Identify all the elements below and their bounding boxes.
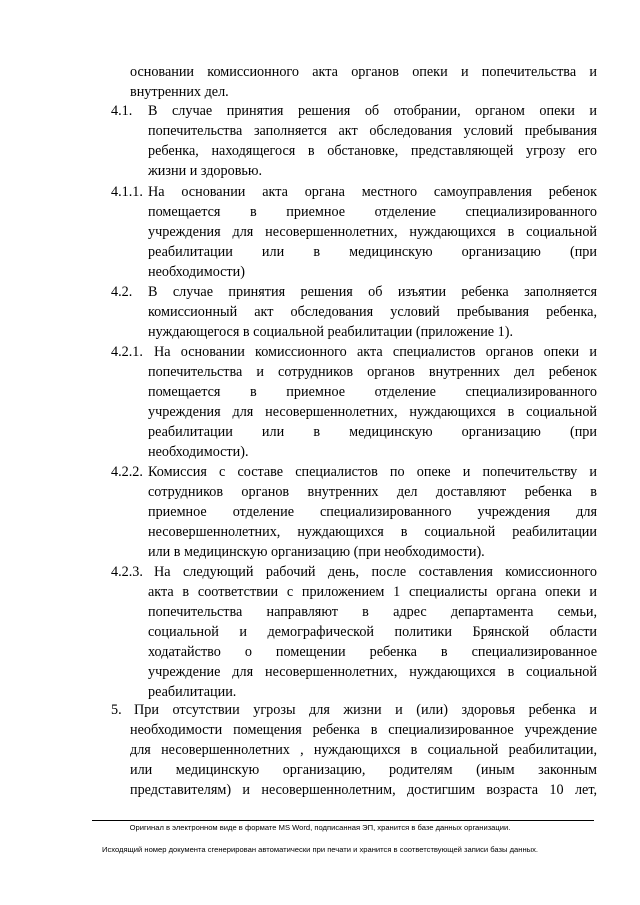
- paragraph-line: жизни и здоровью.: [148, 163, 263, 179]
- paragraph-line: необходимости): [148, 264, 245, 280]
- paragraph-number: 4.1.: [111, 103, 133, 119]
- paragraph-line: акта в соответствии с приложением 1 специалисты органа опеки и: [148, 584, 597, 600]
- paragraph-line: внутренних дел.: [130, 84, 229, 100]
- paragraph-line: помещается в приемное отделение специализированного: [148, 384, 597, 400]
- paragraph-line: или в медицинскую организацию (при необходимости).: [148, 544, 485, 560]
- paragraph-line: На основании комиссионного акта специалистов органов опеки и: [154, 344, 597, 360]
- paragraph-line: учреждения для несовершеннолетних, нуждающихся в социальной: [148, 404, 597, 420]
- footer-original-note: Оригинал в электронном виде в формате MS Word, подписанная ЭП, хранится в базе данных организации.: [129, 823, 511, 832]
- paragraph-line: ребенка, находящегося в обстановке, представляющей угрозу его: [148, 143, 597, 159]
- paragraph-line: попечительства заполняется акт обследования условий пребывания: [148, 123, 597, 139]
- paragraph-line: представителям) и несовершеннолетним, достигшим возраста 10 лет,: [130, 782, 597, 798]
- paragraph-number: 5.: [111, 702, 122, 718]
- paragraph-line: На основании акта органа местного самоуправления ребенок: [148, 184, 597, 200]
- paragraph-line: несовершеннолетних, нуждающихся в социальной реабилитации: [148, 524, 597, 540]
- paragraph-line: реабилитации или в медицинскую организацию (при: [148, 424, 597, 440]
- paragraph-line: В случае принятия решения об отобрании, органом опеки и: [148, 103, 597, 119]
- paragraph-number: 4.2.3.: [111, 564, 143, 580]
- paragraph-line: попечительства направляют в адрес департамента семьи,: [148, 604, 597, 620]
- paragraph-line: В случае принятия решения об изъятии ребенка заполняется: [148, 284, 597, 300]
- paragraph-line: При отсутствии угрозы для жизни и (или) здоровья ребенка и: [134, 702, 597, 718]
- paragraph-line: попечительства и сотрудников органов внутренних дел ребенок: [148, 364, 597, 380]
- footer-outgoing-number-note: Исходящий номер документа сгенерирован автоматически при печати и хранится в соответствующей записи базы данных.: [101, 845, 538, 854]
- paragraph-number: 4.2.1.: [111, 344, 143, 360]
- paragraph-line: приемное отделение специализированного учреждения для: [148, 504, 597, 520]
- paragraph-line: комиссионный акт обследования условий пребывания ребенка,: [148, 304, 597, 320]
- footer-divider: [92, 820, 594, 821]
- paragraph-line: учреждения для несовершеннолетних, нуждающихся в социальной: [148, 224, 597, 240]
- paragraph-line: для несовершеннолетних , нуждающихся в социальной реабилитации,: [130, 742, 597, 758]
- paragraph-line: реабилитации.: [148, 684, 237, 700]
- paragraph-line: учреждение для несовершеннолетних, нуждающихся в социальной: [148, 664, 597, 680]
- paragraph-line: реабилитации или в медицинскую организацию (при: [148, 244, 597, 260]
- paragraph-line: На следующий рабочий день, после составления комиссионного: [154, 564, 597, 580]
- paragraph-number: 4.2.: [111, 284, 133, 300]
- paragraph-line: нуждающегося в социальной реабилитации (приложение 1).: [148, 324, 514, 340]
- paragraph-line: помещается в приемное отделение специализированного: [148, 204, 597, 220]
- paragraph-line: необходимости).: [148, 444, 249, 460]
- paragraph-number: 4.2.2.: [111, 464, 143, 480]
- paragraph-line: сотрудников органов внутренних дел доставляют ребенка в: [148, 484, 597, 500]
- paragraph-line: основании комиссионного акта органов опеки и попечительства и: [130, 64, 597, 80]
- paragraph-line: ходатайство о помещении ребенка в специализированное: [148, 644, 597, 660]
- paragraph-line: социальной и демографической политики Брянской области: [148, 624, 597, 640]
- paragraph-line: Комиссия с составе специалистов по опеке и попечительству и: [148, 464, 597, 480]
- paragraph-number: 4.1.1.: [111, 184, 143, 200]
- paragraph-line: необходимости помещения ребенка в специализированное учреждение: [130, 722, 597, 738]
- paragraph-line: или медицинскую организацию, родителям (иным законным: [130, 762, 597, 778]
